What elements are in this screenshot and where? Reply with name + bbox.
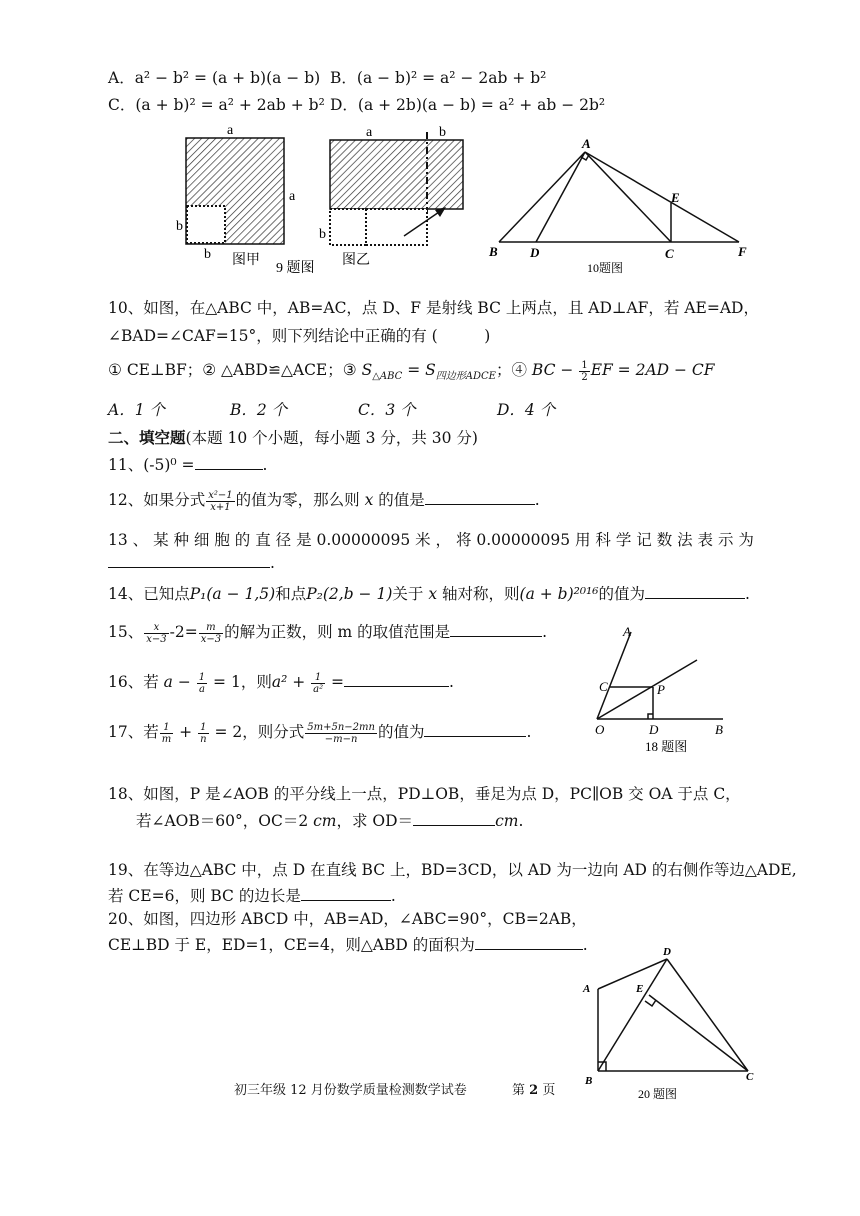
q9-option-c: C．(a + b)² = a² + 2ab + b² (108, 96, 325, 114)
fig18-label-c: C (599, 679, 608, 694)
q10-line2: ∠BAD=∠CAF=15°，则下列结论中正确的有 ( ) (108, 327, 491, 345)
fig18-label-a: A (623, 624, 631, 639)
fig10-label-d: D (530, 245, 540, 260)
q18-line1: 18、如图，P 是∠AOB 的平分线上一点，PD⊥OB，垂足为点 D，PC∥OB 交 OA 于点 C， (108, 785, 741, 803)
q19-line1: 19、在等边△ABC 中，点 D 在直线 BC 上，BD=3CD，以 AD 为一边向 AD 的右侧作等边△ADE, (108, 861, 797, 879)
fig20-caption: 20 题图 (638, 1087, 678, 1101)
q18-line2: 若∠AOB＝60°，OC＝2 cm，求 OD＝ cm. (136, 812, 524, 830)
fig10-label-c: C (665, 246, 674, 261)
q17: 17、若 $\frac{1}{m}$ + $\frac{1}{n}$ = 2，则分式 $\frac{5m+5n-2mn}{-m-n}$ 的值为 . (108, 721, 532, 745)
section2-heading: 二、填空题(本题 10 个小题，每小题 3 分，共 30 分) (108, 428, 478, 447)
fig9-label-b-left2: b (319, 227, 326, 242)
fig9-label-b-bottom: b (204, 247, 211, 262)
fig10-label-e: E (671, 190, 680, 205)
q20-line2: CE⊥BD 于 E，ED=1，CE=4，则△ABD 的面积为 . (108, 936, 588, 954)
q9-option-b: B．(a − b)² = a² − 2ab + b² (330, 69, 547, 87)
fig10-label-b: B (489, 244, 498, 259)
fig18-label-o: O (595, 722, 605, 737)
footer-title: 初三年级 12 月份数学质量检测数学试卷 (234, 1083, 467, 1098)
fig10-caption: 10题图 (587, 261, 624, 275)
figure-9 (170, 120, 480, 280)
fig20-label-c: C (746, 1071, 754, 1083)
q10-option-a: A．1 个 (108, 401, 165, 419)
q16: 16、若 a − $\frac{1}{a}$ = 1，则a² + $\frac{1}{\text{a²}}$ = . (108, 671, 454, 695)
q19-line2: 若 CE=6，则 BC 的边长是 . (108, 887, 396, 905)
q14: 14、已知点P₁(a − 1,5)和点P₂(2,b − 1)关于 x 轴对称，则(a + b)²⁰¹⁶的值为 . (108, 585, 750, 603)
fig18-label-p: P (657, 682, 665, 697)
q10-option-d: D．4 个 (497, 401, 556, 419)
q11: 11、(-5)⁰ = . (108, 456, 268, 474)
fig10-label-a: A (582, 136, 591, 151)
fig9-square-b (187, 206, 225, 243)
fig9-rect-bl (330, 209, 366, 245)
fig9-label-a-right: a (289, 189, 296, 204)
fig18-label-d: D (649, 722, 659, 737)
fig9-label-a-top: a (227, 123, 234, 138)
figure-20 (578, 944, 778, 1104)
q13: 13 、 某 种 细 胞 的 直 径 是 0.00000095 米 ， 将 0.00000095 用 科 学 记 数 法 表 示 为 (108, 531, 754, 549)
q10-statements: ① CE⊥BF；② △ABD≌△ACE；③ $S_{\triangle ABC} = S_{四边形ADCE}$；④ BC − $\frac{1}{2}$ EF = 2AD − CF (108, 359, 715, 383)
fig9-label-a-top2: a (366, 125, 373, 140)
q10-option-b: B．2 个 (230, 401, 288, 419)
q9-option-a: A．a² − b² = (a + b)(a − b) (108, 69, 321, 87)
q10-line1: 10、如图，在△ABC 中，AB=AC，点 D、F 是射线 BC 上两点，且 AD⊥AF，若 AE=AD， (108, 299, 759, 317)
q12: 12、如果分式 $\frac{\text{x²−1}}{x+1}$ 的值为零，那么则 x 的值是 . (108, 489, 540, 513)
fig9-label-b-left: b (176, 219, 183, 234)
fig9-caption-2: 图乙 (342, 253, 370, 268)
q9-option-d: D．(a + 2b)(a − b) = a² + ab − 2b² (330, 96, 606, 114)
fig20-label-a: A (583, 983, 591, 995)
fig9-caption-main: 9 题图 (276, 261, 315, 276)
fig18-label-b: B (715, 722, 723, 737)
fig18-caption: 18 题图 (645, 739, 688, 754)
fig10-label-f: F (738, 244, 747, 259)
fig20-label-d: D (663, 946, 671, 958)
footer-page: 第 2 页 (512, 1083, 556, 1098)
fig20-label-b: B (585, 1075, 593, 1087)
fig20-label-e: E (636, 983, 644, 995)
fig9-caption-1: 图甲 (232, 253, 260, 268)
q13-answer: . (108, 552, 275, 572)
q20-line1: 20、如图，四边形 ABCD 中，AB=AD，∠ABC=90°，CB=2AB， (108, 910, 587, 928)
fig9-rect-top (330, 140, 463, 209)
q10-option-c: C．3 个 (358, 401, 416, 419)
fig9-label-b-top2: b (439, 125, 446, 140)
figure-18 (585, 620, 745, 760)
figure-10 (485, 130, 765, 275)
q15: 15、 $\frac{x}{x-3}$ -2= $\frac{m}{x-3}$ 的解为正数，则 m 的取值范围是 . (108, 621, 548, 645)
